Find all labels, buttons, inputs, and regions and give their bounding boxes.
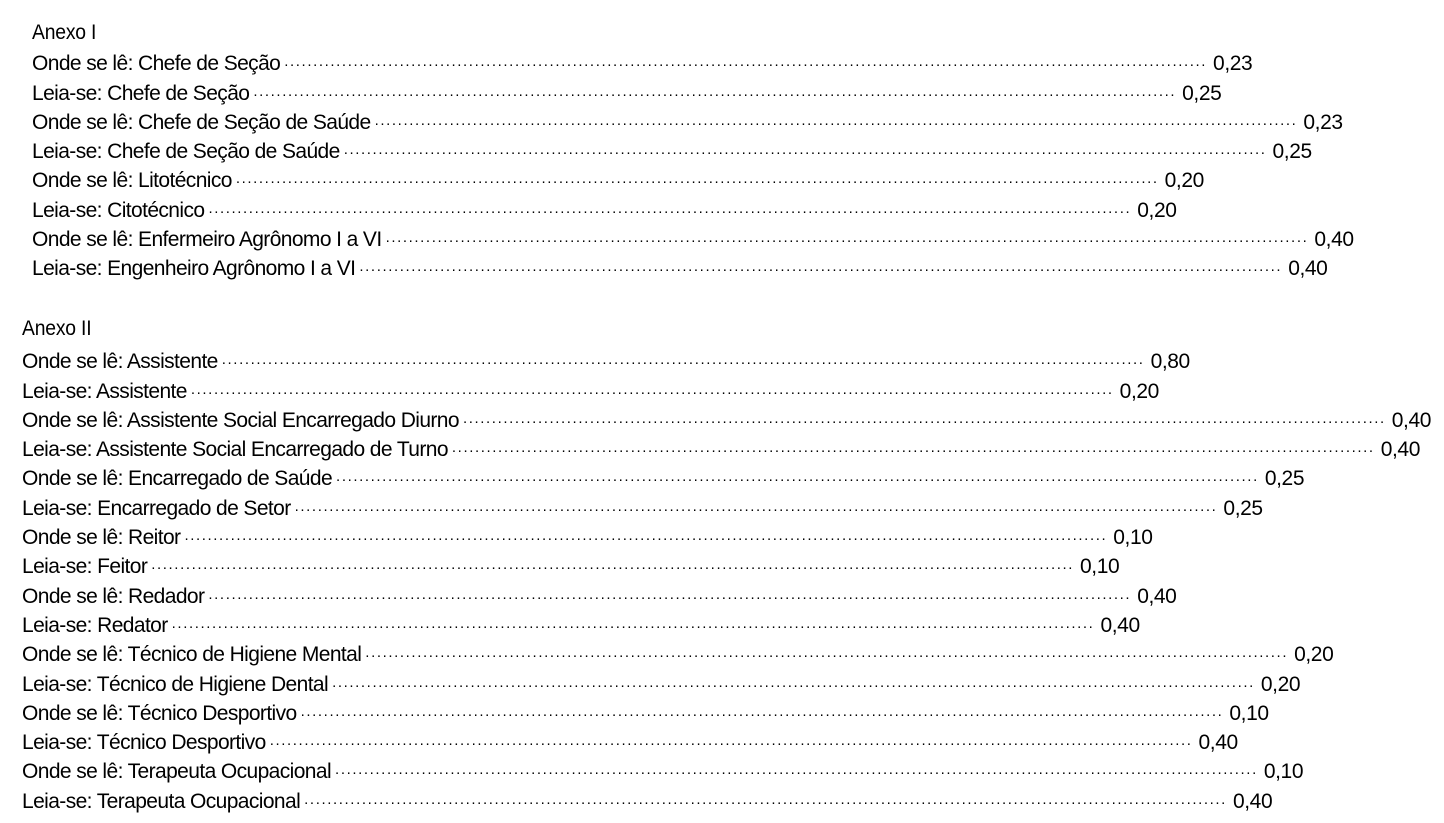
dot-leader: ................................................................................................................................................................ bbox=[208, 585, 1132, 603]
item-label: Onde se lê: Terapeuta Ocupacional bbox=[22, 760, 332, 784]
item-label: Onde se lê: Técnico Desportivo bbox=[22, 701, 297, 725]
item-value: 0,25 bbox=[1182, 81, 1222, 105]
annex-2-section bbox=[22, 317, 1432, 813]
dot-leader: ................................................................................................................................................................ bbox=[304, 790, 1227, 808]
item-value: 0,25 bbox=[1272, 140, 1312, 164]
item-value: 0,10 bbox=[1113, 526, 1153, 550]
item-value: 0,80 bbox=[1150, 350, 1190, 374]
item-label: Onde se lê: Encarregado de Saúde bbox=[22, 467, 333, 491]
item-label: Onde se lê: Técnico de Higiene Mental bbox=[22, 643, 362, 667]
list-item bbox=[32, 105, 1343, 134]
dot-leader: ................................................................................................................................................................ bbox=[208, 199, 1132, 217]
item-value: 0,40 bbox=[1380, 438, 1420, 462]
dot-leader: ................................................................................................................................................................ bbox=[253, 82, 1177, 100]
dot-leader: ................................................................................................................................................................ bbox=[332, 673, 1255, 691]
item-value: 0,40 bbox=[1288, 257, 1328, 281]
list-item bbox=[32, 222, 1354, 252]
item-value: 0,20 bbox=[1164, 169, 1204, 193]
annex-2-title: Anexo II bbox=[22, 317, 92, 340]
item-value: 0,40 bbox=[1198, 731, 1238, 755]
dot-leader: ................................................................................................................................................................ bbox=[300, 702, 1224, 720]
item-label: Onde se lê: Litotécnico bbox=[32, 169, 232, 193]
list-item bbox=[32, 134, 1312, 164]
list-item bbox=[22, 608, 1140, 637]
list-item bbox=[32, 163, 1204, 193]
item-value: 0,25 bbox=[1223, 496, 1263, 520]
list-item bbox=[22, 461, 1305, 491]
item-value: 0,40 bbox=[1391, 408, 1432, 432]
dot-leader: ................................................................................................................................................................ bbox=[221, 351, 1145, 369]
item-value: 0,20 bbox=[1260, 672, 1301, 696]
item-label: Leia-se: Redator bbox=[22, 613, 168, 637]
item-value: 0,40 bbox=[1314, 228, 1354, 252]
item-label: Onde se lê: Redador bbox=[22, 584, 205, 608]
annex-1-title: Anexo I bbox=[32, 21, 97, 44]
dot-leader: ................................................................................................................................................................ bbox=[385, 229, 1309, 247]
item-label: Onde se lê: Chefe de Seção bbox=[32, 52, 281, 76]
list-item bbox=[22, 725, 1238, 755]
item-value: 0,25 bbox=[1264, 467, 1305, 491]
dot-leader: ................................................................................................................................................................ bbox=[365, 644, 1289, 662]
item-label: Onde se lê: Assistente Social Encarregado Diurno bbox=[22, 408, 459, 432]
item-value: 0,20 bbox=[1137, 198, 1177, 222]
dot-leader: ................................................................................................................................................................ bbox=[151, 556, 1075, 574]
list-item bbox=[22, 549, 1120, 579]
dot-leader: ................................................................................................................................................................ bbox=[235, 170, 1159, 188]
item-value: 0,10 bbox=[1229, 701, 1269, 725]
list-item bbox=[32, 251, 1328, 281]
list-item bbox=[32, 75, 1222, 105]
item-value: 0,40 bbox=[1100, 613, 1140, 637]
dot-leader: ................................................................................................................................................................ bbox=[171, 614, 1095, 632]
list-item bbox=[22, 432, 1420, 462]
list-item bbox=[22, 373, 1159, 403]
annex-2-list bbox=[22, 344, 1432, 813]
item-label: Leia-se: Chefe de Seção de Saúde bbox=[32, 140, 340, 164]
item-label: Leia-se: Chefe de Seção bbox=[32, 81, 250, 105]
annex-1-section bbox=[32, 21, 1354, 281]
item-value: 0,23 bbox=[1213, 52, 1253, 76]
list-item bbox=[22, 666, 1301, 696]
annex-1-list bbox=[32, 46, 1354, 281]
item-label: Onde se lê: Chefe de Seção de Saúde bbox=[32, 110, 371, 134]
list-item bbox=[22, 578, 1177, 608]
list-item bbox=[22, 403, 1432, 432]
item-label: Leia-se: Feitor bbox=[22, 555, 148, 579]
item-label: Leia-se: Técnico de Higiene Dental bbox=[22, 672, 329, 696]
item-label: Onde se lê: Reitor bbox=[22, 526, 181, 550]
dot-leader: ................................................................................................................................................................ bbox=[284, 53, 1208, 71]
item-value: 0,20 bbox=[1119, 379, 1159, 403]
list-item bbox=[22, 696, 1269, 725]
list-item bbox=[22, 520, 1153, 550]
item-value: 0,20 bbox=[1294, 643, 1334, 667]
item-label: Leia-se: Citotécnico bbox=[32, 198, 205, 222]
dot-leader: ................................................................................................................................................................ bbox=[374, 111, 1298, 129]
item-label: Onde se lê: Enfermeiro Agrônomo I a VI bbox=[32, 228, 382, 252]
list-item bbox=[22, 754, 1304, 784]
dot-leader: ................................................................................................................................................................ bbox=[269, 732, 1193, 750]
dot-leader: ................................................................................................................................................................ bbox=[451, 439, 1375, 457]
item-label: Leia-se: Técnico Desportivo bbox=[22, 731, 266, 755]
dot-leader: ................................................................................................................................................................ bbox=[359, 258, 1283, 276]
item-label: Leia-se: Terapeuta Ocupacional bbox=[22, 789, 301, 813]
dot-leader: ................................................................................................................................................................ bbox=[336, 468, 1259, 486]
item-value: 0,23 bbox=[1303, 110, 1343, 134]
dot-leader: ................................................................................................................................................................ bbox=[462, 409, 1386, 427]
item-value: 0,10 bbox=[1080, 555, 1120, 579]
item-label: Leia-se: Engenheiro Agrônomo I a VI bbox=[32, 257, 356, 281]
dot-leader: ................................................................................................................................................................ bbox=[335, 761, 1258, 779]
item-value: 0,40 bbox=[1232, 789, 1273, 813]
item-value: 0,10 bbox=[1263, 760, 1304, 784]
list-item bbox=[22, 490, 1263, 520]
item-value: 0,40 bbox=[1137, 584, 1177, 608]
list-item bbox=[32, 46, 1253, 76]
item-label: Leia-se: Assistente bbox=[22, 379, 187, 403]
list-item bbox=[22, 783, 1273, 813]
dot-leader: ................................................................................................................................................................ bbox=[184, 527, 1108, 545]
list-item bbox=[32, 192, 1177, 222]
dot-leader: ................................................................................................................................................................ bbox=[294, 497, 1218, 515]
item-label: Leia-se: Encarregado de Setor bbox=[22, 496, 291, 520]
item-label: Leia-se: Assistente Social Encarregado de Turno bbox=[22, 438, 448, 462]
dot-leader: ................................................................................................................................................................ bbox=[343, 141, 1267, 159]
dot-leader: ................................................................................................................................................................ bbox=[190, 380, 1114, 398]
list-item bbox=[22, 637, 1334, 667]
list-item bbox=[22, 344, 1190, 374]
item-label: Onde se lê: Assistente bbox=[22, 350, 218, 374]
